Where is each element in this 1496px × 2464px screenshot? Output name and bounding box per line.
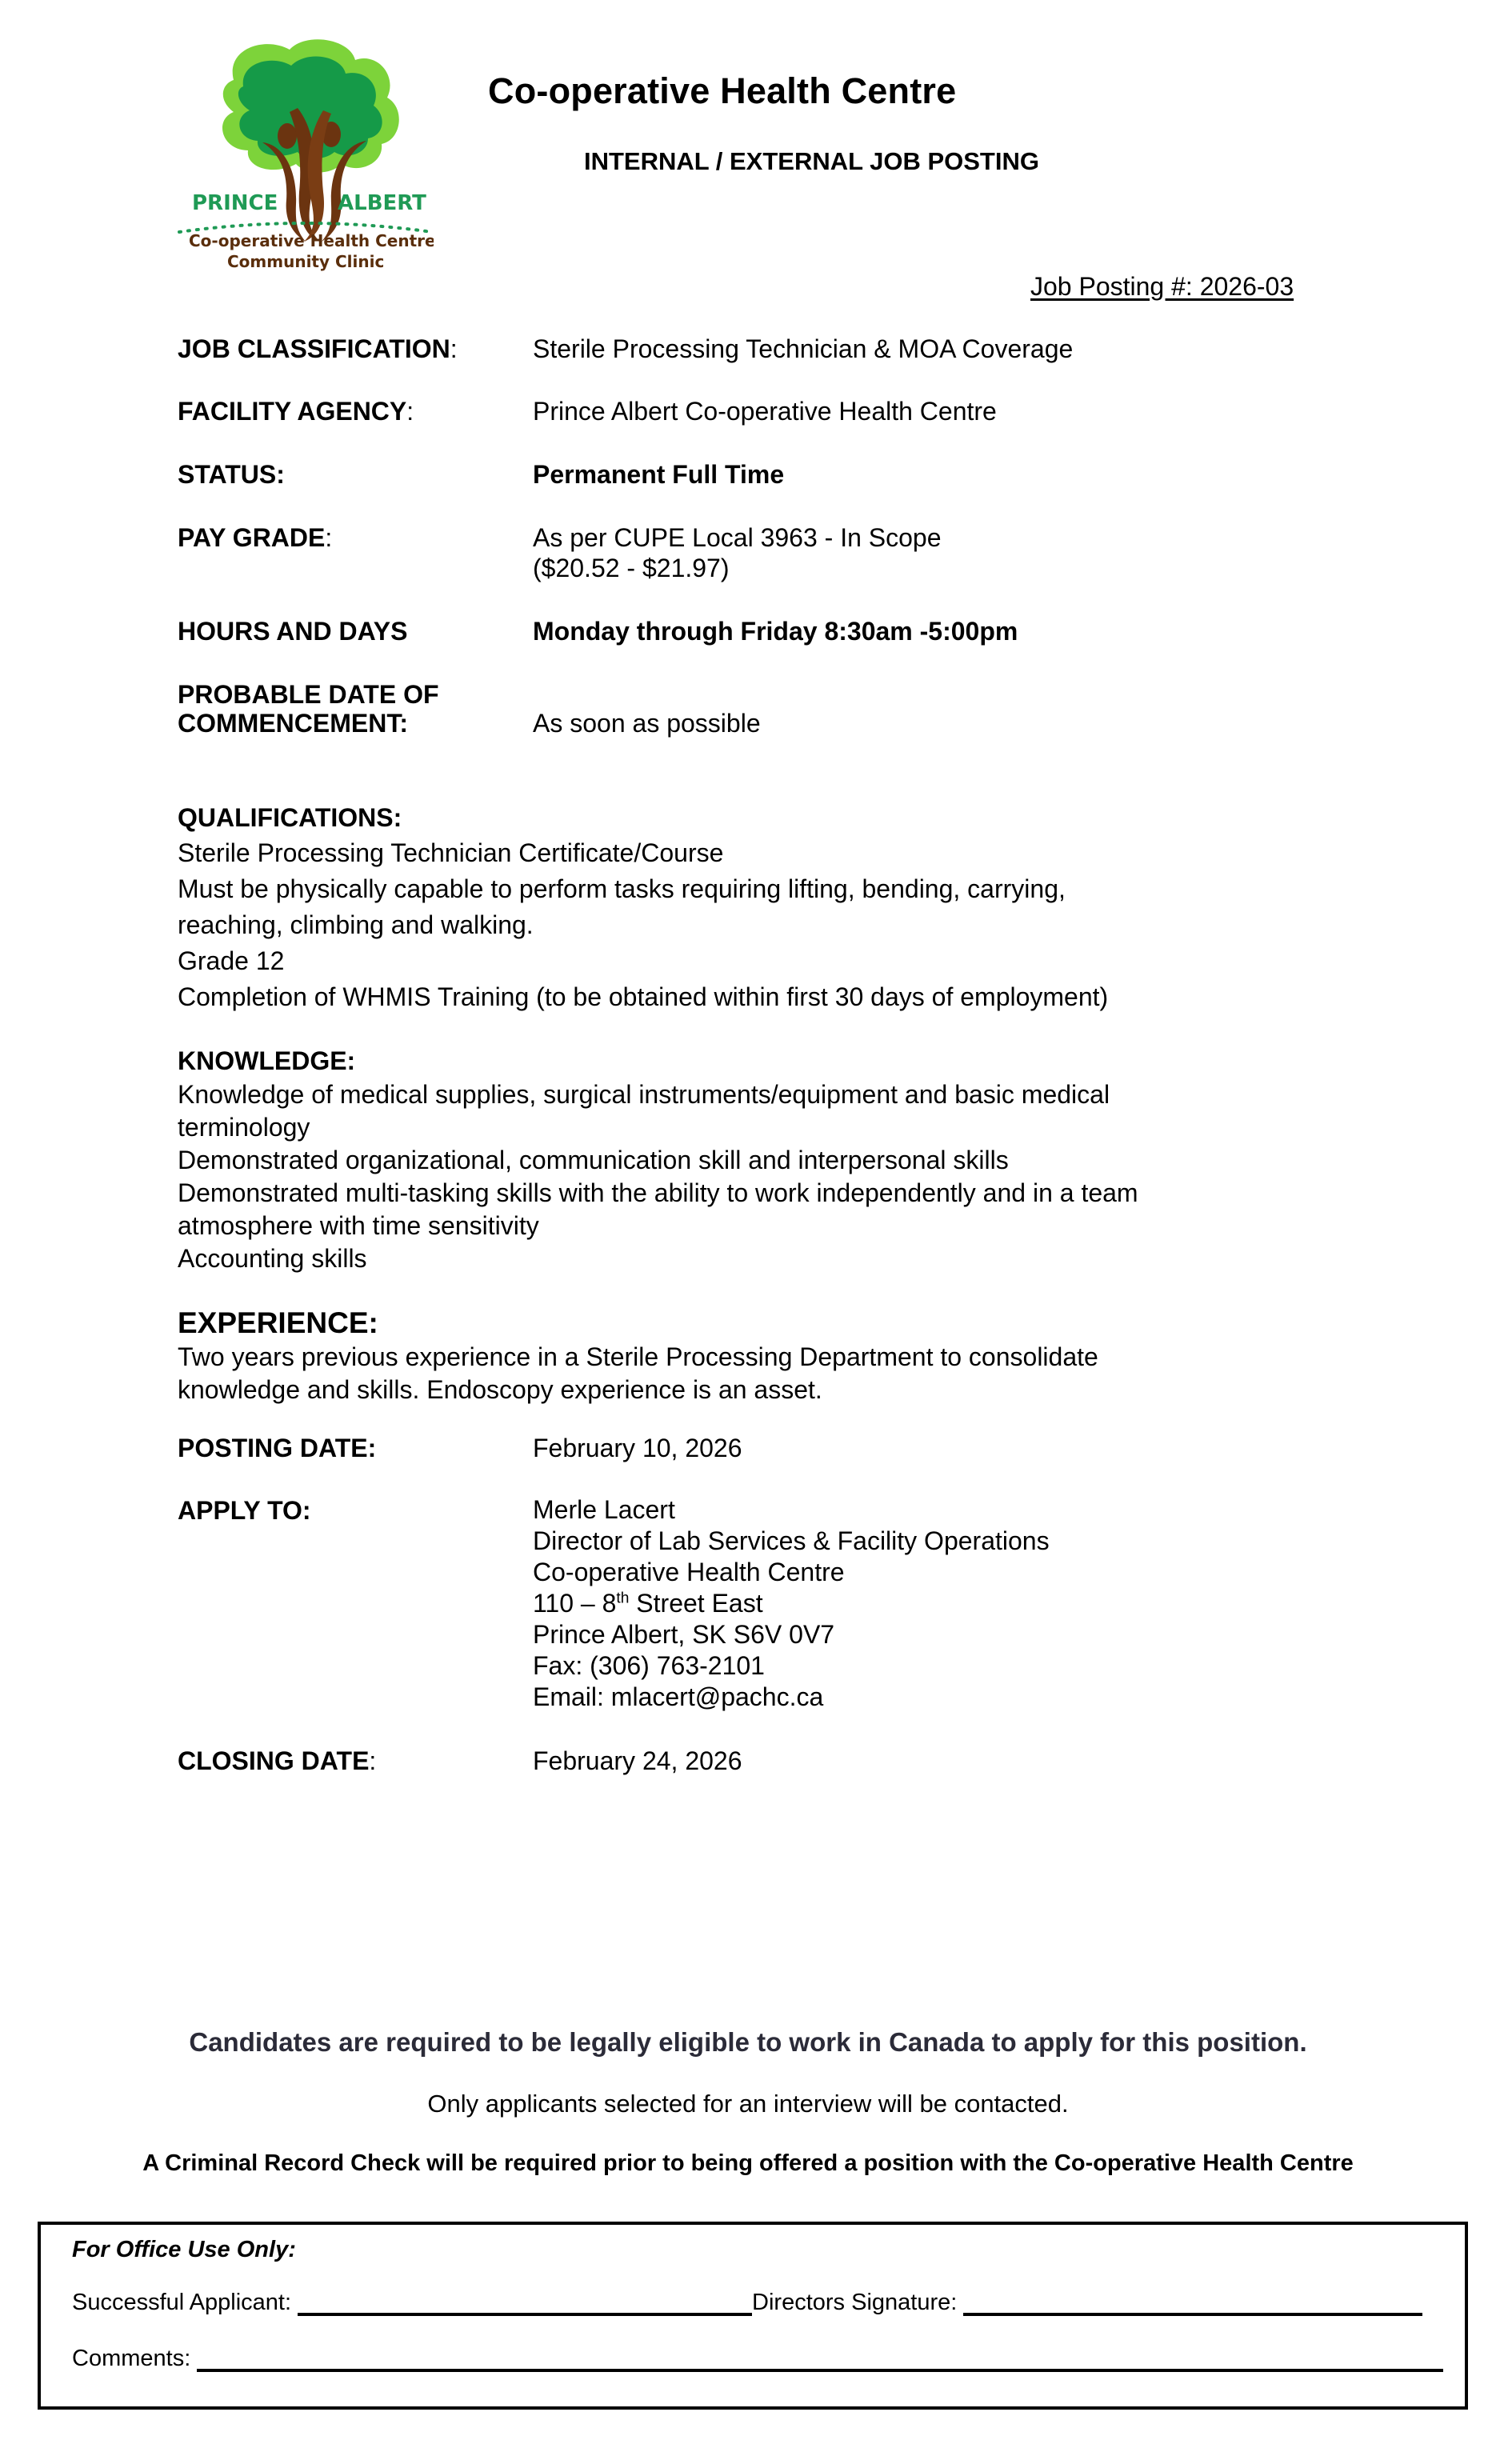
qualification-item: Sterile Processing Technician Certificate/Course <box>178 838 724 867</box>
experience-item: Two years previous experience in a Sterile Processing Department to consolidate <box>178 1342 1098 1371</box>
contact-name: Merle Lacert <box>533 1495 675 1524</box>
closing-date-value: February 24, 2026 <box>533 1746 742 1775</box>
job-classification-value: Sterile Processing Technician & MOA Coverage <box>533 334 1074 363</box>
successful-applicant-row <box>72 2290 1422 2316</box>
job-classification-label: JOB CLASSIFICATION: <box>178 334 458 363</box>
logo-albert-text: ALBERT <box>338 191 426 215</box>
qualifications-section <box>178 800 1338 1015</box>
directors-signature-field[interactable] <box>963 2292 1422 2316</box>
contact-fax: Fax: (306) 763-2101 <box>533 1651 765 1680</box>
hours-and-days-label: HOURS AND DAYS <box>178 617 408 646</box>
qualification-item: Completion of WHMIS Training (to be obtained within first 30 days of employment) <box>178 982 1109 1011</box>
contact-title: Director of Lab Services & Facility Operations <box>533 1526 1050 1555</box>
criminal-check-notice: A Criminal Record Check will be required prior to being offered a position with the Co-operative Health Centre <box>142 2150 1354 2176</box>
knowledge-item: Demonstrated multi-tasking skills with the ability to work independently and in a team <box>178 1178 1138 1207</box>
commencement-value: As soon as possible <box>533 709 761 738</box>
directors-signature-label: Directors Signature: <box>752 2290 958 2315</box>
commencement-label-line2: COMMENCEMENT: <box>178 709 408 738</box>
closing-date-label: CLOSING DATE: <box>178 1746 377 1775</box>
experience-header: EXPERIENCE: <box>178 1306 378 1339</box>
qualification-item: Must be physically capable to perform tasks requiring lifting, bending, carrying, <box>178 874 1066 903</box>
knowledge-item: Knowledge of medical supplies, surgical instruments/equipment and basic medical <box>178 1080 1110 1109</box>
comments-field[interactable] <box>197 2348 1443 2372</box>
tree-logo-icon <box>178 32 434 272</box>
knowledge-item: atmosphere with time sensitivity <box>178 1211 539 1240</box>
knowledge-item: terminology <box>178 1113 310 1142</box>
comments-row <box>72 2346 1443 2372</box>
pay-grade-value-line1: As per CUPE Local 3963 - In Scope <box>533 523 942 552</box>
qualifications-header: QUALIFICATIONS: <box>178 803 402 832</box>
successful-applicant-label: Successful Applicant: <box>72 2290 292 2315</box>
page-title: Co-operative Health Centre <box>488 70 957 111</box>
contact-email[interactable]: Email: mlacert@pachc.ca <box>533 1682 824 1711</box>
contact-notice: Only applicants selected for an interview will be contacted. <box>427 2090 1069 2118</box>
pay-grade-value-line2: ($20.52 - $21.97) <box>533 554 730 582</box>
successful-applicant-field[interactable] <box>298 2292 752 2316</box>
logo-prince-text: PRINCE <box>192 191 278 215</box>
organization-logo <box>178 32 434 272</box>
hours-and-days-value: Monday through Friday 8:30am -5:00pm <box>533 617 1018 646</box>
posting-date-value: February 10, 2026 <box>533 1434 742 1462</box>
knowledge-item: Accounting skills <box>178 1244 367 1273</box>
knowledge-section <box>178 1043 1338 1275</box>
qualification-item: Grade 12 <box>178 946 285 975</box>
status-label: STATUS: <box>178 460 285 489</box>
status-value: Permanent Full Time <box>533 460 785 489</box>
pay-grade-label: PAY GRADE: <box>178 523 333 552</box>
comments-label: Comments: <box>72 2346 191 2371</box>
eligibility-notice: Candidates are required to be legally eligible to work in Canada to apply for this position. <box>189 2027 1307 2057</box>
page-subtitle: INTERNAL / EXTERNAL JOB POSTING <box>584 147 1039 175</box>
logo-line2-text: Community Clinic <box>227 252 385 271</box>
commencement-label-line1: PROBABLE DATE OF <box>178 680 439 709</box>
apply-to-label: APPLY TO: <box>178 1496 311 1525</box>
logo-line1-text: Co-operative Health Centre <box>189 231 434 250</box>
knowledge-header: KNOWLEDGE: <box>178 1046 356 1075</box>
contact-street: 110 – 8th Street East <box>533 1589 763 1618</box>
facility-agency-label: FACILITY AGENCY: <box>178 397 414 426</box>
posting-date-label: POSTING DATE: <box>178 1434 377 1462</box>
experience-item: knowledge and skills. Endoscopy experience is an asset. <box>178 1375 822 1404</box>
qualification-item: reaching, climbing and walking. <box>178 910 534 939</box>
knowledge-item: Demonstrated organizational, communication skill and interpersonal skills <box>178 1146 1009 1174</box>
contact-organization: Co-operative Health Centre <box>533 1558 845 1586</box>
contact-city: Prince Albert, SK S6V 0V7 <box>533 1620 835 1649</box>
office-use-title: For Office Use Only: <box>72 2237 296 2262</box>
job-posting-number: Job Posting #: 2026-03 <box>1030 272 1294 301</box>
apply-to-address <box>533 1494 1050 1713</box>
experience-section <box>178 1306 1338 1406</box>
facility-agency-value: Prince Albert Co-operative Health Centre <box>533 397 997 426</box>
